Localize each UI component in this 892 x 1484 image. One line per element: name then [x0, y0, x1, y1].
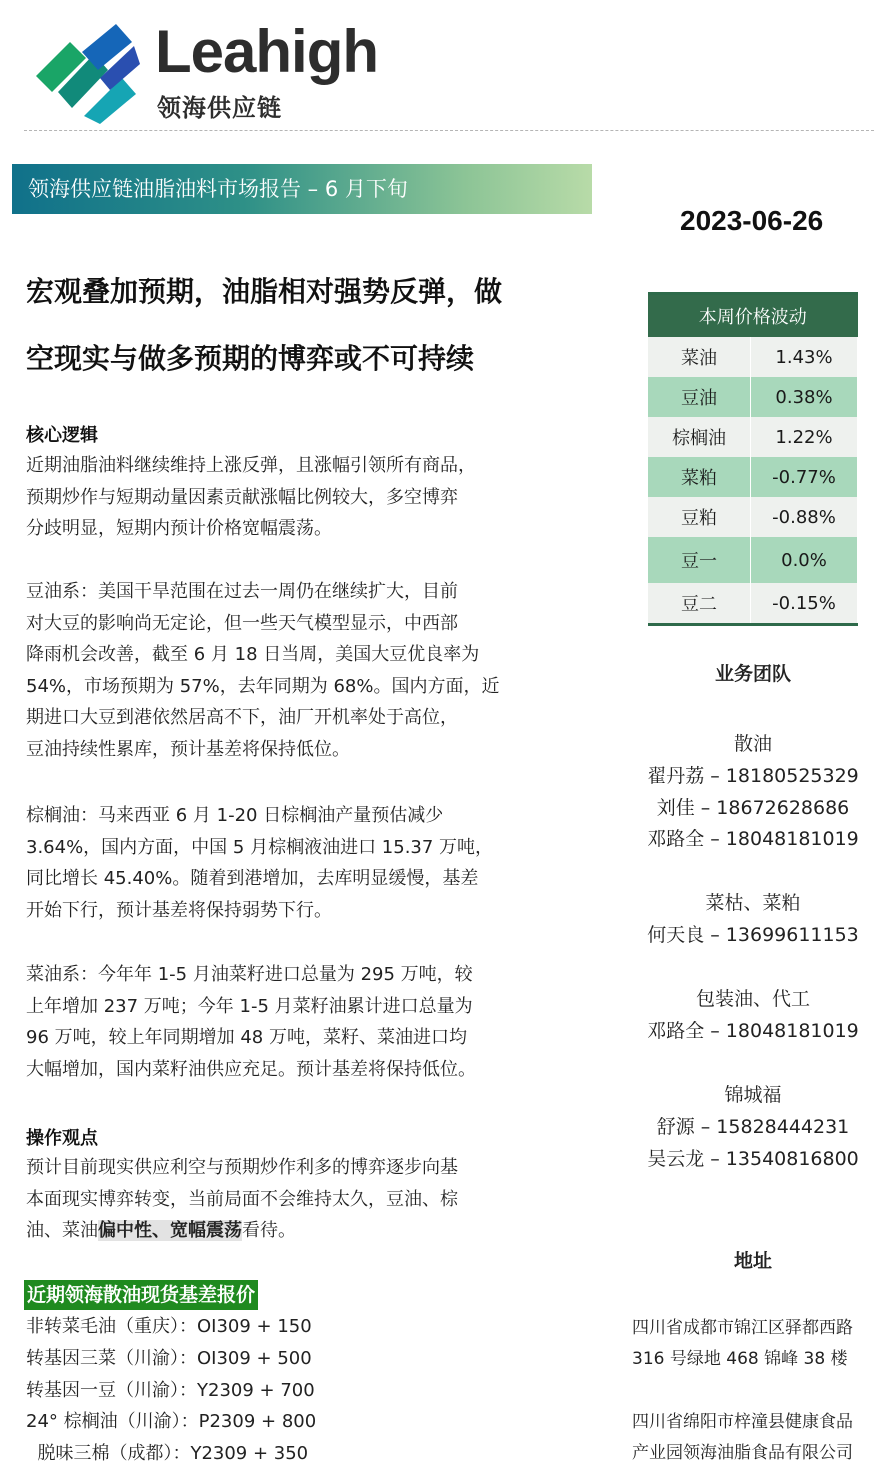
meal-title: 菜枯、菜粕 — [705, 892, 801, 914]
quote-line: 转基因一豆（川渝）：Y2309 + 700 — [26, 1379, 315, 1401]
text-line: 菜油系：今年年 1-5 月油菜籽进口总量为 295 万吨，较 — [26, 964, 473, 985]
quote-line: 非转菜毛油（重庆）：OI309 + 150 — [26, 1316, 312, 1337]
text-line: 同比增长 45.40%。随着到港增加，去库明显缓慢，基差 — [26, 868, 479, 889]
rapeseed-paragraph — [26, 959, 551, 1085]
basis-quote-list — [26, 1311, 316, 1470]
basis-quote-title: 近期领海散油现货基差报价 — [24, 1280, 258, 1310]
highlight-text: 偏中性、宽幅震荡 — [98, 1220, 242, 1241]
meal-contacts — [620, 920, 886, 947]
price-change: -0.15% — [751, 583, 858, 625]
address-line: 四川省成都市锦江区驿都西路 — [632, 1318, 853, 1338]
table-row — [648, 537, 858, 583]
commodity-name: 菜粕 — [648, 457, 751, 497]
text-line: 96 万吨，较上年同期增加 48 万吨，菜籽、菜油进口均 — [26, 1027, 467, 1048]
text-line: 豆油持续性累库，预计基差将保持低位。 — [26, 738, 350, 760]
table-row — [648, 417, 858, 457]
text-line: 对大豆的影响尚无定论，但一些天气模型显示，中西部 — [26, 612, 458, 634]
quote-line: 24° 棕榈油（川渝）：P2309 + 800 — [26, 1411, 317, 1433]
commodity-name: 豆油 — [648, 377, 751, 417]
text-line: 54%，市场预期为 57%，去年同期为 68%。国内方面，近 — [26, 675, 500, 697]
text-line: 预期炒作与短期动量因素贡献涨幅比例较大，多空博弈 — [26, 486, 458, 508]
jincheng-contacts — [620, 1111, 886, 1175]
commodity-name: 菜油 — [648, 337, 751, 377]
commodity-name: 豆二 — [648, 583, 751, 625]
table-row — [648, 583, 858, 625]
address-line: 316 号绿地 468 锦峰 38 楼 — [632, 1349, 848, 1369]
text-line: 棕榈油：马来西亚 6 月 1-20 日棕榈油产量预估减少 — [26, 805, 444, 826]
text-line: 分歧明显，短期内预计价格宽幅震荡。 — [26, 518, 332, 539]
contact-line: 吴云龙 – 13540816800 — [647, 1148, 859, 1170]
contact-line: 舒源 – 15828444231 — [656, 1116, 850, 1138]
address-line: 四川省绵阳市梓潼县健康食品 — [632, 1412, 853, 1432]
quote-line: 转基因三菜（川渝）：OI309 + 500 — [26, 1347, 312, 1369]
core-logic-paragraph — [26, 450, 551, 545]
header-divider — [24, 130, 874, 131]
contact-line: 翟丹荔 – 18180525329 — [647, 765, 859, 787]
weekly-price-table — [648, 292, 858, 626]
text-fragment: 油、菜油 — [26, 1220, 98, 1241]
price-change: -0.77% — [751, 457, 858, 497]
text-line: 豆油系：美国干旱范围在过去一周仍在继续扩大，目前 — [26, 581, 458, 602]
core-logic-title: 核心逻辑 — [26, 425, 98, 446]
brand-name: Leahigh — [155, 18, 379, 85]
contact-line: 刘佳 – 18672628686 — [656, 796, 850, 819]
address-mianyang — [632, 1407, 882, 1469]
table-row — [648, 497, 858, 537]
report-date: 2023-06-26 — [680, 205, 824, 236]
text-line: 近期油脂油料继续维持上涨反弹，且涨幅引领所有商品， — [26, 455, 476, 476]
text-line: 期进口大豆到港依然居高不下，油厂开机率处于高位， — [26, 707, 458, 728]
leahigh-logo-icon — [36, 24, 140, 124]
soy-oil-paragraph — [26, 576, 551, 765]
jincheng-title: 锦城福 — [724, 1084, 782, 1106]
price-change: 0.0% — [751, 537, 858, 583]
packaging-title: 包装油、代工 — [695, 988, 810, 1010]
brand-subtitle: 领海供应链 — [157, 94, 282, 122]
contact-line: 何天良 – 13699611153 — [647, 924, 859, 946]
operation-view-paragraph — [26, 1152, 551, 1247]
text-line: 本面现实博弈转变，当前局面不会维持太久，豆油、棕 — [26, 1188, 458, 1210]
bulk-oil-title: 散油 — [733, 733, 772, 755]
price-change: 0.38% — [751, 377, 858, 417]
price-change: -0.88% — [751, 497, 858, 537]
headline-line: 空现实与做多预期的博弈或不可持续 — [26, 342, 475, 375]
contact-line: 邓路全 – 18048181019 — [647, 828, 859, 850]
commodity-name: 棕榈油 — [648, 417, 751, 457]
table-row — [648, 337, 858, 377]
address-line: 产业园领海油脂食品有限公司 — [632, 1443, 853, 1463]
bulk-oil-contacts — [620, 761, 886, 856]
headline-line: 宏观叠加预期，油脂相对强势反弹，做 — [26, 275, 503, 308]
table-row — [648, 457, 858, 497]
text-line: 3.64%，国内方面，中国 5 月棕榈液油进口 15.37 万吨， — [26, 836, 494, 858]
address-chengdu — [632, 1313, 882, 1375]
commodity-name: 豆粕 — [648, 497, 751, 537]
headline — [26, 258, 556, 392]
text-fragment: 看待。 — [242, 1220, 296, 1241]
price-change: 1.43% — [751, 337, 858, 377]
table-header: 本周价格波动 — [648, 294, 858, 338]
contact-line: 邓路全 – 18048181019 — [647, 1020, 859, 1042]
quote-line: 脱味三棉（成都）：Y2309 + 350 — [26, 1443, 309, 1465]
text-line: 开始下行，预计基差将保持弱势下行。 — [26, 899, 332, 921]
table-row — [648, 377, 858, 417]
text-line: 降雨机会改善，截至 6 月 18 日当周，美国大豆优良率为 — [26, 644, 480, 665]
price-change: 1.22% — [751, 417, 858, 457]
operation-view-title: 操作观点 — [26, 1128, 98, 1149]
packaging-contacts — [620, 1016, 886, 1043]
palm-oil-paragraph — [26, 800, 551, 926]
text-line: 上年增加 237 万吨；今年 1-5 月菜籽油累计进口总量为 — [26, 995, 473, 1017]
report-title-banner: 领海供应链油脂油料市场报告 – 6 月下旬 — [12, 164, 592, 214]
text-line — [26, 1215, 551, 1247]
team-title: 业务团队 — [714, 663, 791, 685]
text-line: 预计目前现实供应利空与预期炒作利多的博弈逐步向基 — [26, 1157, 458, 1178]
commodity-name: 豆一 — [648, 537, 751, 583]
text-line: 大幅增加，国内菜籽油供应充足。预计基差将保持低位。 — [26, 1058, 476, 1080]
address-title: 地址 — [733, 1250, 772, 1272]
